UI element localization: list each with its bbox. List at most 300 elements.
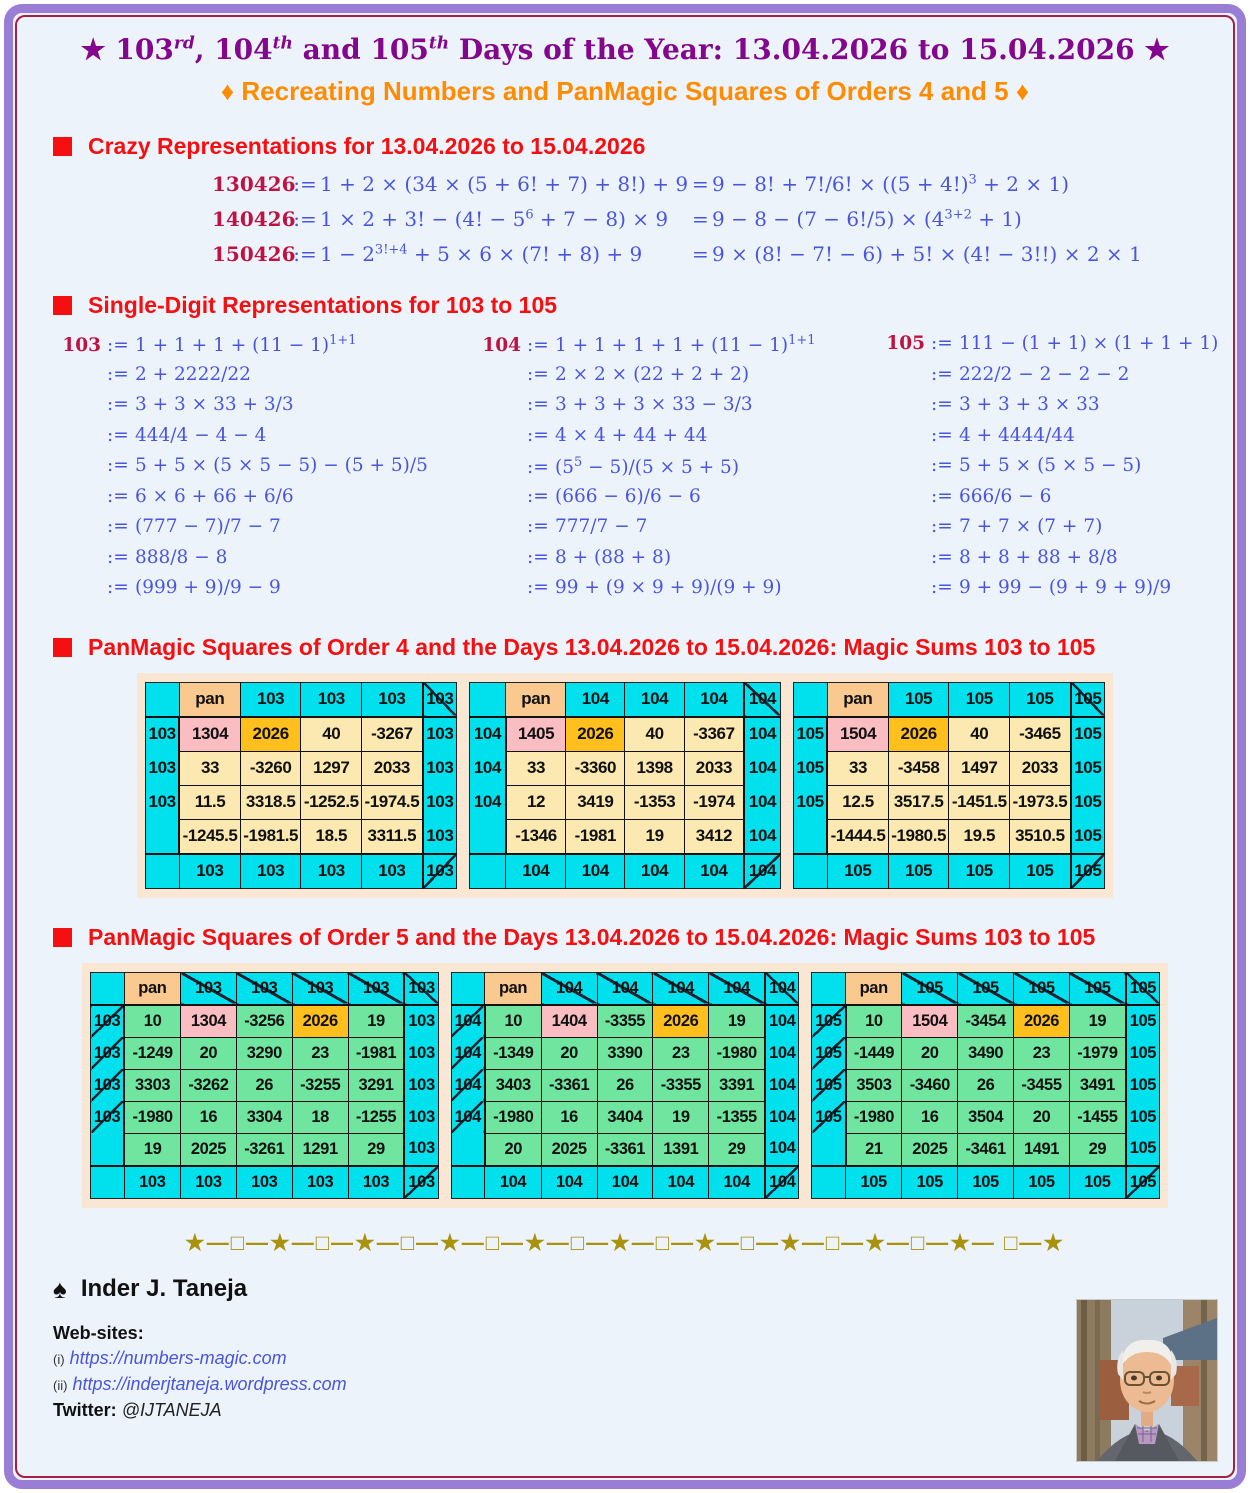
corner-blank-cell xyxy=(812,972,846,1005)
row-sum-label: 103 xyxy=(146,751,180,785)
sd-expression: 666/6 − 6 xyxy=(959,485,1052,507)
sd-expression: 888/8 − 8 xyxy=(135,546,228,568)
order5-square-104 xyxy=(451,972,800,1199)
sd-line xyxy=(879,364,1235,395)
row-sum-label: 104 xyxy=(765,1037,799,1069)
assign-symbol: := xyxy=(107,335,129,357)
sd-line xyxy=(55,333,475,364)
row-sum-label: 105 xyxy=(812,1005,846,1038)
magic-cell: 3318.5 xyxy=(240,785,301,819)
data-row xyxy=(451,1133,799,1166)
pan-header-cell: pan xyxy=(485,972,541,1005)
date-highlight-cell: 1304 xyxy=(181,1005,237,1038)
assign-symbol: := xyxy=(107,577,129,598)
magic-cell: 3503 xyxy=(846,1069,902,1101)
column-sum-label: 104 xyxy=(541,972,597,1005)
magic-cell: 29 xyxy=(348,1133,404,1166)
order5-squares-panel xyxy=(82,963,1168,1208)
website-1-link[interactable]: https://numbers-magic.com xyxy=(69,1347,287,1368)
magic-cell: 18 xyxy=(292,1101,348,1133)
magic-cell: -3360 xyxy=(566,751,625,785)
sd-expression: 3 + 3 + 3 × 33 − 3/3 xyxy=(555,394,753,415)
column-sum-label: 103 xyxy=(240,682,301,717)
diagonal-sum-label: 103 xyxy=(423,682,457,717)
magic-cell: 12.5 xyxy=(827,785,888,819)
data-row xyxy=(91,1101,439,1133)
data-row xyxy=(91,1037,439,1069)
magic-cell: -3454 xyxy=(958,1005,1014,1038)
row-sum-label: 103 xyxy=(146,717,180,752)
website-2-link[interactable]: https://inderjtaneja.wordpress.com xyxy=(72,1373,347,1394)
footer-row xyxy=(451,1166,799,1199)
date-highlight-cell: 1404 xyxy=(541,1005,597,1038)
websites-label: Web-sites: xyxy=(53,1322,144,1343)
footer-row xyxy=(146,854,457,889)
magic-cell: -1980 xyxy=(485,1101,541,1133)
sd-line xyxy=(55,364,475,395)
data-row xyxy=(470,717,781,752)
magic-cell: 26 xyxy=(236,1069,292,1101)
equation-row xyxy=(212,172,1233,196)
magic-cell: -1449 xyxy=(846,1037,902,1069)
corner-blank-cell xyxy=(146,682,180,717)
order4-square-105 xyxy=(793,682,1105,889)
magic-cell: -3261 xyxy=(236,1133,292,1166)
data-row xyxy=(794,717,1105,752)
section-heading-order5 xyxy=(53,924,1233,951)
pan-header-cell: pan xyxy=(846,972,902,1005)
corner-blank-cell xyxy=(91,1166,125,1199)
sd-line xyxy=(475,455,879,486)
magic-cell: 1297 xyxy=(301,751,362,785)
column-sum-label: 104 xyxy=(597,972,653,1005)
assign-symbol: := xyxy=(107,516,129,537)
magic-cell: 20 xyxy=(485,1133,541,1166)
data-row xyxy=(146,819,457,854)
equation-rhs: 9 − 8! + 7!/6! × $((5 + 4!)^3 + 2 \times 1)$ xyxy=(712,172,1070,196)
assign-symbol: := xyxy=(931,485,953,507)
magic-cell: 1391 xyxy=(653,1133,709,1166)
single-digit-representations xyxy=(55,333,1233,608)
column-sum-label: 104 xyxy=(541,1166,597,1199)
magic-cell: -1979 xyxy=(1069,1037,1125,1069)
column-sum-label: 104 xyxy=(684,854,744,889)
magic-cell: 3491 xyxy=(1069,1069,1125,1101)
row-sum-label: 103 xyxy=(404,1005,438,1038)
sd-expression: 444/4 − 4 − 4 xyxy=(135,424,267,446)
corner-blank-cell xyxy=(91,972,125,1005)
magic-cell: 20 xyxy=(1014,1101,1070,1133)
column-sum-label: 105 xyxy=(1010,854,1071,889)
magic-cell: 2025 xyxy=(541,1133,597,1166)
column-sum-label: 104 xyxy=(653,1166,709,1199)
magic-cell: -1981 xyxy=(566,819,625,854)
column-sum-label: 105 xyxy=(1014,1166,1070,1199)
magic-cell: 23 xyxy=(1014,1037,1070,1069)
blank-label-cell xyxy=(812,1133,846,1166)
website-line-1 xyxy=(53,1346,1233,1372)
equals-symbol: = xyxy=(692,207,709,231)
row-sum-label: 105 xyxy=(1126,1133,1160,1166)
row-sum-label: 103 xyxy=(404,1069,438,1101)
magic-cell: 19.5 xyxy=(949,819,1010,854)
header-row xyxy=(146,682,457,717)
magic-cell: -1255 xyxy=(348,1101,404,1133)
equation-label: 150426 xyxy=(212,242,296,266)
section-heading-text: Single-Digit Representations for 103 to 105 xyxy=(88,292,558,318)
assign-symbol: := xyxy=(107,546,129,568)
sd-expression: 5 + 5 × (5 × 5 − 5) xyxy=(959,455,1142,476)
sd-expression: (777 − 7)/7 − 7 xyxy=(135,516,281,537)
sd-expression: 8 + 8 + 88 + 8/8 xyxy=(959,546,1118,568)
row-sum-label: 104 xyxy=(451,1005,485,1038)
magic-cell: 20 xyxy=(181,1037,237,1069)
magic-cell: 11.5 xyxy=(179,785,240,819)
magic-cell: -3255 xyxy=(292,1069,348,1101)
date-highlight-cell: 1405 xyxy=(506,717,566,752)
column-sum-label: 103 xyxy=(179,854,240,889)
date-highlight-cell: 1504 xyxy=(827,717,888,752)
section-heading-text: PanMagic Squares of Order 4 and the Days 13.04.2026 to 15.04.2026: Magic Sums 103 to 105 xyxy=(88,633,1096,660)
diagonal-sum-label: 103 xyxy=(404,1166,438,1199)
row-sum-label: 103 xyxy=(423,819,457,854)
column-sum-label: 105 xyxy=(1069,972,1125,1005)
magic-cell: 3304 xyxy=(236,1101,292,1133)
column-sum-label: 104 xyxy=(625,682,684,717)
equation-label: 140426 xyxy=(212,207,296,231)
magic-cell: 3290 xyxy=(236,1037,292,1069)
websites-block xyxy=(53,1321,1233,1423)
magic-cell: 3412 xyxy=(684,819,744,854)
header-row xyxy=(91,972,439,1005)
diagonal-sum-label: 105 xyxy=(1071,854,1105,889)
magic-cell: 3390 xyxy=(597,1037,653,1069)
column-sum-label: 104 xyxy=(684,682,744,717)
row-sum-label: 103 xyxy=(91,1069,125,1101)
column-sum-label: 104 xyxy=(597,1166,653,1199)
row-sum-label: 105 xyxy=(1071,785,1105,819)
magic-cell: -3367 xyxy=(684,717,744,752)
sd-line xyxy=(55,425,475,456)
diagonal-sum-label: 104 xyxy=(765,1166,799,1199)
magic-cell: 33 xyxy=(506,751,566,785)
sd-line xyxy=(475,547,879,578)
assign-symbol: := xyxy=(931,424,953,446)
column-sum-label: 105 xyxy=(958,972,1014,1005)
blank-label-cell xyxy=(451,1133,485,1166)
row-sum-label: 104 xyxy=(765,1133,799,1166)
sd-line xyxy=(55,516,475,547)
magic-cell: -3260 xyxy=(240,751,301,785)
pan-header-cell: pan xyxy=(827,682,888,717)
corner-blank-cell xyxy=(470,682,506,717)
magic-cell: -1974 xyxy=(684,785,744,819)
sd-number-label: 105 xyxy=(886,333,925,354)
data-row xyxy=(812,1101,1160,1133)
magic-cell: -1974.5 xyxy=(362,785,423,819)
order5-square-103 xyxy=(90,972,439,1199)
diagonal-sum-label: 105 xyxy=(1126,972,1160,1005)
magic-cell: -1980 xyxy=(124,1101,180,1133)
sd-expression: 777/7 − 7 xyxy=(555,516,648,537)
year-highlight-cell: 2026 xyxy=(292,1005,348,1038)
panmagic-square-order5-sum103 xyxy=(90,972,439,1199)
sd-expression: $1 + 1 + 1 + (11 - 1)^{1+1}$ xyxy=(135,333,357,357)
column-sum-label: 103 xyxy=(362,854,423,889)
page-title: ★ 103rd, 104th and 105th Days of the Year: 13.04.2026 to 15.04.2026 ★ xyxy=(80,33,1170,66)
section-heading-single-digit xyxy=(53,292,1233,319)
column-sum-label: 105 xyxy=(1014,972,1070,1005)
row-sum-label: 104 xyxy=(451,1037,485,1069)
year-highlight-cell: 2026 xyxy=(1014,1005,1070,1038)
magic-cell: -1353 xyxy=(625,785,684,819)
sd-expression: $(5^5 - 5)/(5 \times 5 + 5)$ xyxy=(555,455,740,479)
column-sum-label: 105 xyxy=(1010,682,1071,717)
magic-cell: -1981.5 xyxy=(240,819,301,854)
magic-cell: 19 xyxy=(625,819,684,854)
magic-cell: 33 xyxy=(827,751,888,785)
magic-cell: 29 xyxy=(1069,1133,1125,1166)
magic-cell: -1973.5 xyxy=(1010,785,1071,819)
red-square-bullet xyxy=(53,638,72,657)
sd-expression: 8 + (88 + 8) xyxy=(555,546,672,568)
sd-line xyxy=(475,333,879,364)
magic-cell: -1981 xyxy=(348,1037,404,1069)
column-sum-label: 103 xyxy=(301,682,362,717)
row-sum-label: 103 xyxy=(91,1101,125,1133)
column-sum-label: 103 xyxy=(124,1166,180,1199)
column-sum-label: 105 xyxy=(827,854,888,889)
crazy-equations xyxy=(212,172,1233,266)
equation-lhs: $1 - 2^{3!+4} + 5 \times 6 \times (7$! + 8) + 9 xyxy=(320,242,643,266)
page-subtitle: ♦ Recreating Numbers and PanMagic Squares of Orders 4 and 5 ♦ xyxy=(220,76,1030,106)
magic-cell: 26 xyxy=(597,1069,653,1101)
row-sum-label: 103 xyxy=(91,1037,125,1069)
diagonal-sum-label: 103 xyxy=(423,854,457,889)
twitter-handle-link[interactable]: @IJTANEJA xyxy=(121,1399,222,1420)
sd-expression: 9 + 99 − (9 + 9 + 9)/9 xyxy=(959,577,1172,598)
sd-line xyxy=(475,394,879,425)
magic-cell: -3262 xyxy=(181,1069,237,1101)
magic-cell: -1346 xyxy=(506,819,566,854)
column-sum-label: 103 xyxy=(362,682,423,717)
magic-cell: 2033 xyxy=(362,751,423,785)
column-sum-label: 104 xyxy=(566,682,625,717)
sd-line xyxy=(55,547,475,578)
column-sum-label: 104 xyxy=(566,854,625,889)
row-sum-label: 104 xyxy=(451,1069,485,1101)
single-digit-column-103 xyxy=(55,333,475,608)
panmagic-square-order4-sum104 xyxy=(469,682,781,889)
assign-symbol: := xyxy=(931,516,953,537)
row-sum-label: 105 xyxy=(1071,751,1105,785)
red-square-bullet xyxy=(53,928,72,947)
row-sum-label: 104 xyxy=(451,1101,485,1133)
corner-blank-cell xyxy=(794,854,828,889)
column-sum-label: 103 xyxy=(236,972,292,1005)
column-sum-label: 105 xyxy=(888,682,949,717)
column-sum-label: 105 xyxy=(949,854,1010,889)
magic-cell: 16 xyxy=(181,1101,237,1133)
header-row xyxy=(451,972,799,1005)
equation-lhs: 1 + 2 × (34 × (5 + 6! + 7) + 8!) + 9 xyxy=(320,172,689,196)
magic-cell: 3419 xyxy=(566,785,625,819)
row-sum-label: 104 xyxy=(765,1101,799,1133)
data-row xyxy=(794,819,1105,854)
section-heading-text: PanMagic Squares of Order 5 and the Days 13.04.2026 to 15.04.2026: Magic Sums 103 to 105 xyxy=(88,923,1096,950)
year-highlight-cell: 2026 xyxy=(653,1005,709,1038)
magic-cell: -1252.5 xyxy=(301,785,362,819)
magic-cell: 40 xyxy=(949,717,1010,752)
magic-cell: 1291 xyxy=(292,1133,348,1166)
data-row xyxy=(91,1005,439,1038)
magic-cell: 23 xyxy=(292,1037,348,1069)
assign-symbol: := xyxy=(527,577,549,598)
row-sum-label: 105 xyxy=(794,751,828,785)
single-digit-column-104 xyxy=(475,333,879,608)
assign-symbol: := xyxy=(293,172,317,196)
magic-cell: -3355 xyxy=(653,1069,709,1101)
pan-header-cell: pan xyxy=(124,972,180,1005)
order4-square-104 xyxy=(469,682,781,889)
magic-cell: -3465 xyxy=(1010,717,1071,752)
corner-blank-cell xyxy=(146,854,180,889)
column-sum-label: 105 xyxy=(1069,1166,1125,1199)
footer-row xyxy=(91,1166,439,1199)
magic-cell: -3355 xyxy=(597,1005,653,1038)
column-sum-label: 104 xyxy=(653,972,709,1005)
sd-line xyxy=(879,394,1235,425)
column-sum-label: 105 xyxy=(902,1166,958,1199)
magic-cell: -1980 xyxy=(709,1037,765,1069)
equals-symbol: = xyxy=(692,242,709,266)
sd-line xyxy=(879,425,1235,456)
sd-expression: 3 + 3 × 33 + 3/3 xyxy=(135,394,294,415)
section-heading-crazy xyxy=(53,133,1233,160)
row-sum-label: 104 xyxy=(470,717,506,752)
sd-line xyxy=(879,577,1235,608)
sd-expression: 4 × 4 + 44 + 44 xyxy=(555,424,708,446)
footer-row xyxy=(812,1166,1160,1199)
magic-cell: -1245.5 xyxy=(179,819,240,854)
assign-symbol: := xyxy=(931,577,953,598)
twitter-line xyxy=(53,1398,1233,1423)
equals-symbol: = xyxy=(692,172,709,196)
website-2-prefix: (ii) xyxy=(53,1377,68,1393)
sd-expression: 99 + (9 × 9 + 9)/(9 + 9) xyxy=(555,577,782,598)
magic-cell: -1455 xyxy=(1069,1101,1125,1133)
assign-symbol: := xyxy=(293,207,317,231)
data-row xyxy=(91,1133,439,1166)
year-highlight-cell: 2026 xyxy=(566,717,625,752)
corner-blank-cell xyxy=(451,1166,485,1199)
magic-cell: 3303 xyxy=(124,1069,180,1101)
row-sum-label: 104 xyxy=(765,1005,799,1038)
row-sum-label: 105 xyxy=(812,1069,846,1101)
magic-cell: 2033 xyxy=(684,751,744,785)
magic-cell: -3460 xyxy=(902,1069,958,1101)
sd-expression: (999 + 9)/9 − 9 xyxy=(135,577,281,598)
data-row xyxy=(470,751,781,785)
magic-cell: 18.5 xyxy=(301,819,362,854)
order5-square-105 xyxy=(811,972,1160,1199)
row-sum-label: 103 xyxy=(146,785,180,819)
magic-cell: 1398 xyxy=(625,751,684,785)
panmagic-square-order4-sum105 xyxy=(793,682,1105,889)
column-sum-label: 104 xyxy=(709,972,765,1005)
magic-cell: 2025 xyxy=(181,1133,237,1166)
single-digit-column-105 xyxy=(879,333,1235,608)
order4-squares-panel xyxy=(137,673,1113,898)
column-sum-label: 105 xyxy=(902,972,958,1005)
magic-cell: 3311.5 xyxy=(362,819,423,854)
magic-cell: -3455 xyxy=(1014,1069,1070,1101)
magic-cell: 16 xyxy=(541,1101,597,1133)
magic-cell: 19 xyxy=(653,1101,709,1133)
sd-line xyxy=(55,577,475,608)
corner-blank-cell xyxy=(470,854,506,889)
column-sum-label: 105 xyxy=(949,682,1010,717)
column-sum-label: 103 xyxy=(348,972,404,1005)
website-line-2 xyxy=(53,1372,1233,1398)
assign-symbol: := xyxy=(527,516,549,537)
magic-cell: 10 xyxy=(485,1005,541,1038)
website-1-prefix: (i) xyxy=(53,1351,65,1367)
pan-header-cell: pan xyxy=(179,682,240,717)
column-sum-label: 103 xyxy=(292,972,348,1005)
sd-expression: 2 × 2 × (22 + 2 + 2) xyxy=(555,363,750,385)
date-highlight-cell: 1504 xyxy=(902,1005,958,1038)
row-sum-label: 105 xyxy=(1126,1069,1160,1101)
magic-cell: 19 xyxy=(348,1005,404,1038)
data-row xyxy=(451,1005,799,1038)
magic-cell: 16 xyxy=(902,1101,958,1133)
panmagic-square-order4-sum103 xyxy=(145,682,457,889)
equation-lhs: 1 × 2 + 3! − (4! − $5^6 + 7 - 8) \times 9$ xyxy=(320,207,669,231)
blank-label-cell xyxy=(91,1133,125,1166)
year-highlight-cell: 2026 xyxy=(888,717,949,752)
magic-cell: 3391 xyxy=(709,1069,765,1101)
sd-line xyxy=(879,486,1235,517)
column-sum-label: 103 xyxy=(181,972,237,1005)
assign-symbol: := xyxy=(107,485,129,507)
magic-cell: -3361 xyxy=(541,1069,597,1101)
data-row xyxy=(91,1069,439,1101)
magic-cell: 1491 xyxy=(1014,1133,1070,1166)
diagonal-sum-label: 105 xyxy=(1126,1166,1160,1199)
row-sum-label: 103 xyxy=(423,785,457,819)
magic-cell: -1980 xyxy=(846,1101,902,1133)
magic-cell: -3458 xyxy=(888,751,949,785)
row-sum-label: 105 xyxy=(812,1101,846,1133)
section-heading-text: Crazy Representations for 13.04.2026 to 15.04.2026 xyxy=(88,133,646,159)
magic-cell: 20 xyxy=(541,1037,597,1069)
corner-blank-cell xyxy=(812,1166,846,1199)
data-row xyxy=(794,751,1105,785)
red-square-bullet xyxy=(53,296,72,315)
equation-row xyxy=(212,242,1233,266)
magic-cell: 23 xyxy=(653,1037,709,1069)
section-heading-order4 xyxy=(53,634,1233,661)
header-row xyxy=(470,682,781,717)
footer-row xyxy=(470,854,781,889)
magic-cell: 40 xyxy=(301,717,362,752)
assign-symbol: := xyxy=(931,546,953,568)
sd-line xyxy=(475,364,879,395)
equation-label: 130426 xyxy=(212,172,296,196)
column-sum-label: 104 xyxy=(485,1166,541,1199)
pan-header-cell: pan xyxy=(506,682,566,717)
